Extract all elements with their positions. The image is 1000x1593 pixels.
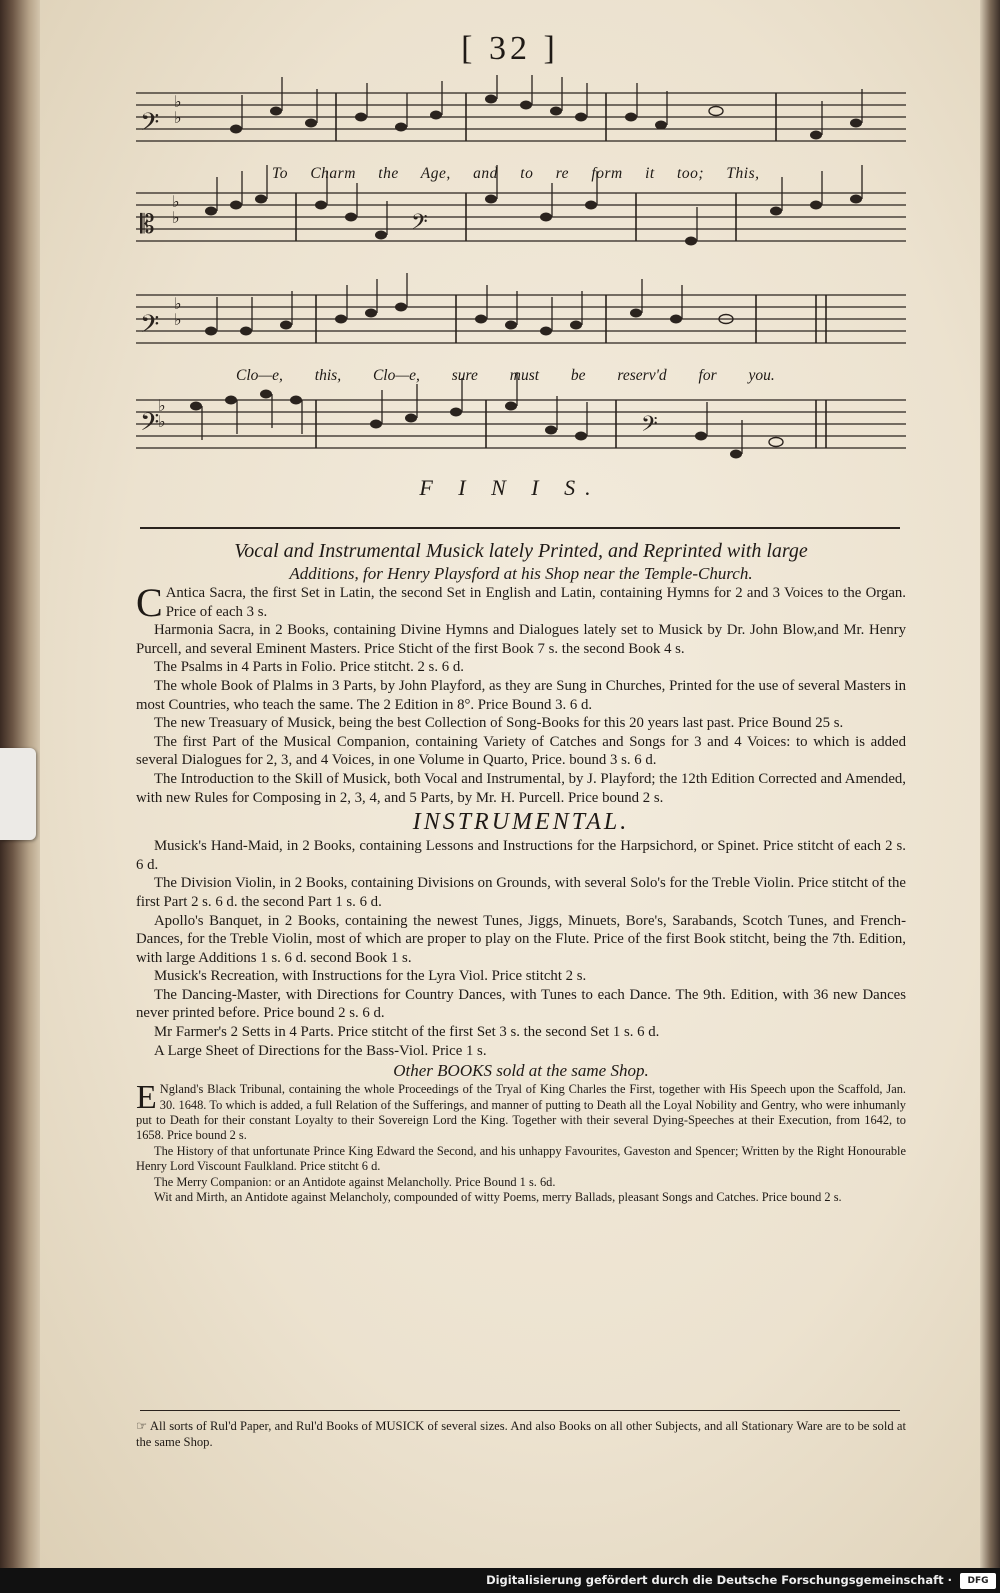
bookmark-tab xyxy=(0,748,36,840)
staff-3-notes xyxy=(205,273,733,336)
entry-text: Ngland's Black Tribunal, containing the whole Proceedings of the Tryal of King Charles the First, together with His Speech upon the Scaffold, Jan. 30. 1648. To which is added, a full Relation of the Sufferings, and manner of putting to Death all the Loyal Nobility and Gentry, who were inhumanly put to Death for their constant Loyalty to their Sovereign Lord the King. Together with their several Dying-Speeches at their Execution, from 1642, to 1658. Price bound 2 s. xyxy=(136,1082,906,1143)
svg-text:𝄢: 𝄢 xyxy=(641,412,658,442)
entry-wit-and-mirth: Wit and Mirth, an Antidote against Melancholy, compounded of witty Poems, merry Ballads, pleasant Songs and Catches. Price bound 2 s. xyxy=(154,1190,842,1205)
svg-text:♭: ♭ xyxy=(174,108,182,127)
dfg-logo: DFG xyxy=(960,1573,996,1589)
svg-text:𝄡: 𝄡 xyxy=(140,210,155,240)
entry-harmonia-sacra: Harmonia Sacra, in 2 Books, containing Divine Hymns and Dialogues lately set to Musick by Dr. John Blow,and Mr. Henry Purcell, and several Eminent Masters. Price Sticht of the first Book 7 s. the second Book 4 s. xyxy=(136,622,906,657)
other-books-list xyxy=(136,1079,906,1205)
page-number: [ 32 ] xyxy=(461,30,559,67)
notes xyxy=(140,75,862,459)
catalogue-headline: Vocal and Instrumental Musick lately Printed, and Reprinted with large xyxy=(234,540,808,562)
svg-text:♭: ♭ xyxy=(158,412,166,431)
digitization-credit: Digitalisierung gefördert durch die Deutsche Forschungsgemeinschaft · xyxy=(0,1568,1000,1593)
entry-division-violin: The Division Violin, in 2 Books, containing Divisions on Grounds, with several Solo's for the Treble Violin. Price stitcht of the first Part 2 s. 6 d. the second Part 1 s. 6 d. xyxy=(136,875,906,910)
dropcap-e: E xyxy=(136,1079,157,1117)
entry-hand-maid: Musick's Hand-Maid, in 2 Books, containing Lessons and Instructions for the Harpsichord, or Spinet. Price stitcht of each 2 s. 6 d. xyxy=(136,838,906,873)
music-staves xyxy=(136,75,906,515)
svg-text:♭: ♭ xyxy=(172,208,180,227)
catalogue-subheadline: Additions, for Henry Playsford at his Shop near the Temple-Church. xyxy=(289,564,753,583)
finis-heading: F I N I S. xyxy=(419,475,601,500)
svg-text:𝄢: 𝄢 xyxy=(411,210,428,240)
divider-rule xyxy=(140,527,900,529)
lyric-line-2: Clo—e, this, Clo—e, sure must be reserv'd for you. xyxy=(236,367,775,384)
footer-rule xyxy=(140,1410,900,1411)
section-other-books: Other BOOKS sold at the same Shop. xyxy=(393,1061,649,1081)
entry-cantica-sacra xyxy=(136,580,906,625)
entry-psalms-folio: The Psalms in 4 Parts in Folio. Price stitcht. 2 s. 6 d. xyxy=(154,659,464,676)
staff-1-notes xyxy=(230,75,862,140)
entry-merry-companion: The Merry Companion: or an Antidote against Melancholly. Price Bound 1 s. 6d. xyxy=(154,1174,556,1189)
staff-4 xyxy=(136,400,906,448)
lyric-line-1: To Charm the Age, and to re form it too; This, xyxy=(272,165,760,182)
entry-apollos-banquet: Apollo's Banquet, in 2 Books, containing the newest Tunes, Jiggs, Minuets, Bore's, Sarabands, Scotch Tunes, and French-Dances, for the Treble Violin, most of which are proper to play on the Flute. Price of the first Book stitcht, being the 7th. Edition, with large Additions 1 s. 6 d. second Book 1 s. xyxy=(136,912,906,966)
svg-text:♭: ♭ xyxy=(174,92,182,111)
svg-text:𝄢: 𝄢 xyxy=(140,108,160,143)
entry-black-tribunal xyxy=(136,1079,906,1144)
entry-musicks-recreation: Musick's Recreation, with Instructions for the Lyra Viol. Price stitcht 2 s. xyxy=(154,968,587,985)
section-instrumental: INSTRUMENTAL. xyxy=(412,809,630,836)
dropcap-c: C xyxy=(136,580,163,625)
svg-text:♭: ♭ xyxy=(172,192,180,211)
entry-text: Antica Sacra, the first Set in Latin, the second Set in English and Latin, containing Hymns for 2 and 3 Voices to the Organ. Price of each 3 s. xyxy=(165,585,906,620)
barlines xyxy=(296,93,826,448)
entry-introduction-skill: The Introduction to the Skill of Musick, both Vocal and Instrumental, by J. Playford; the 12th Edition Corrected and Amended, with new Rules for Composing in 2, 3, 4, and 5 Parts, by Mr. H. Purcell. Price bound 2 s. xyxy=(136,770,906,806)
staff-1 xyxy=(136,93,906,141)
page-edge xyxy=(978,0,1000,1593)
staff-2 xyxy=(136,193,906,241)
svg-text:♭: ♭ xyxy=(174,310,182,329)
entry-bass-viol-sheet: A Large Sheet of Directions for the Bass-Viol. Price 1 s. xyxy=(154,1042,487,1059)
svg-text:♭: ♭ xyxy=(158,396,166,415)
catalogue-text xyxy=(136,540,906,1206)
entry-whole-book-psalms: The whole Book of Plalms in 3 Parts, by John Playford, as they are Sung in Churches, Printed for the use of several Masters in most Countries, who teach the same. The 2 Edition in 8°. Price Bound 3. 6 d. xyxy=(136,677,906,713)
footer-note: ☞ All sorts of Rul'd Paper, and Rul'd Books of MUSICK of several sizes. And also Books on all other Subjects, and all Stationary Ware are to be sold at the same Shop. xyxy=(136,1419,906,1449)
entry-edward-second: The History of that unfortunate Prince King Edward the Second, and his unhappy Favourites, Gaveston and Spencer; Written by the Right Honourable Henry Lord Viscount Faulkland. Price stitcht 6 d. xyxy=(136,1143,906,1174)
book-page xyxy=(40,0,980,1568)
svg-text:♭: ♭ xyxy=(174,294,182,313)
entry-farmers-setts: Mr Farmer's 2 Setts in 4 Parts. Price stitcht of the first Set 3 s. the second Set 1 s. 6 d. xyxy=(154,1024,660,1041)
svg-text:𝄢: 𝄢 xyxy=(140,310,160,345)
entry-dancing-master: The Dancing-Master, with Directions for Country Dances, with Tunes to each Dance. The 9th. Edition, with 36 new Dances never printed before. Price bound 2 s. 6 d. xyxy=(136,986,906,1022)
svg-text:𝄢: 𝄢 xyxy=(140,408,160,443)
entry-musical-companion: The first Part of the Musical Companion, containing Variety of Catches and Songs for 3 and 4 Voices: to which is added several Dialogues for 2, 3, and 4 Voices, in one Volume in Quarto, Price. bound 3 s. 6 d. xyxy=(136,733,906,769)
entry-treasury-of-musick: The new Treasuary of Musick, being the best Collection of Song-Books for this 20 years last past. Price Bound 25 s. xyxy=(154,715,844,732)
music-score xyxy=(136,75,906,515)
